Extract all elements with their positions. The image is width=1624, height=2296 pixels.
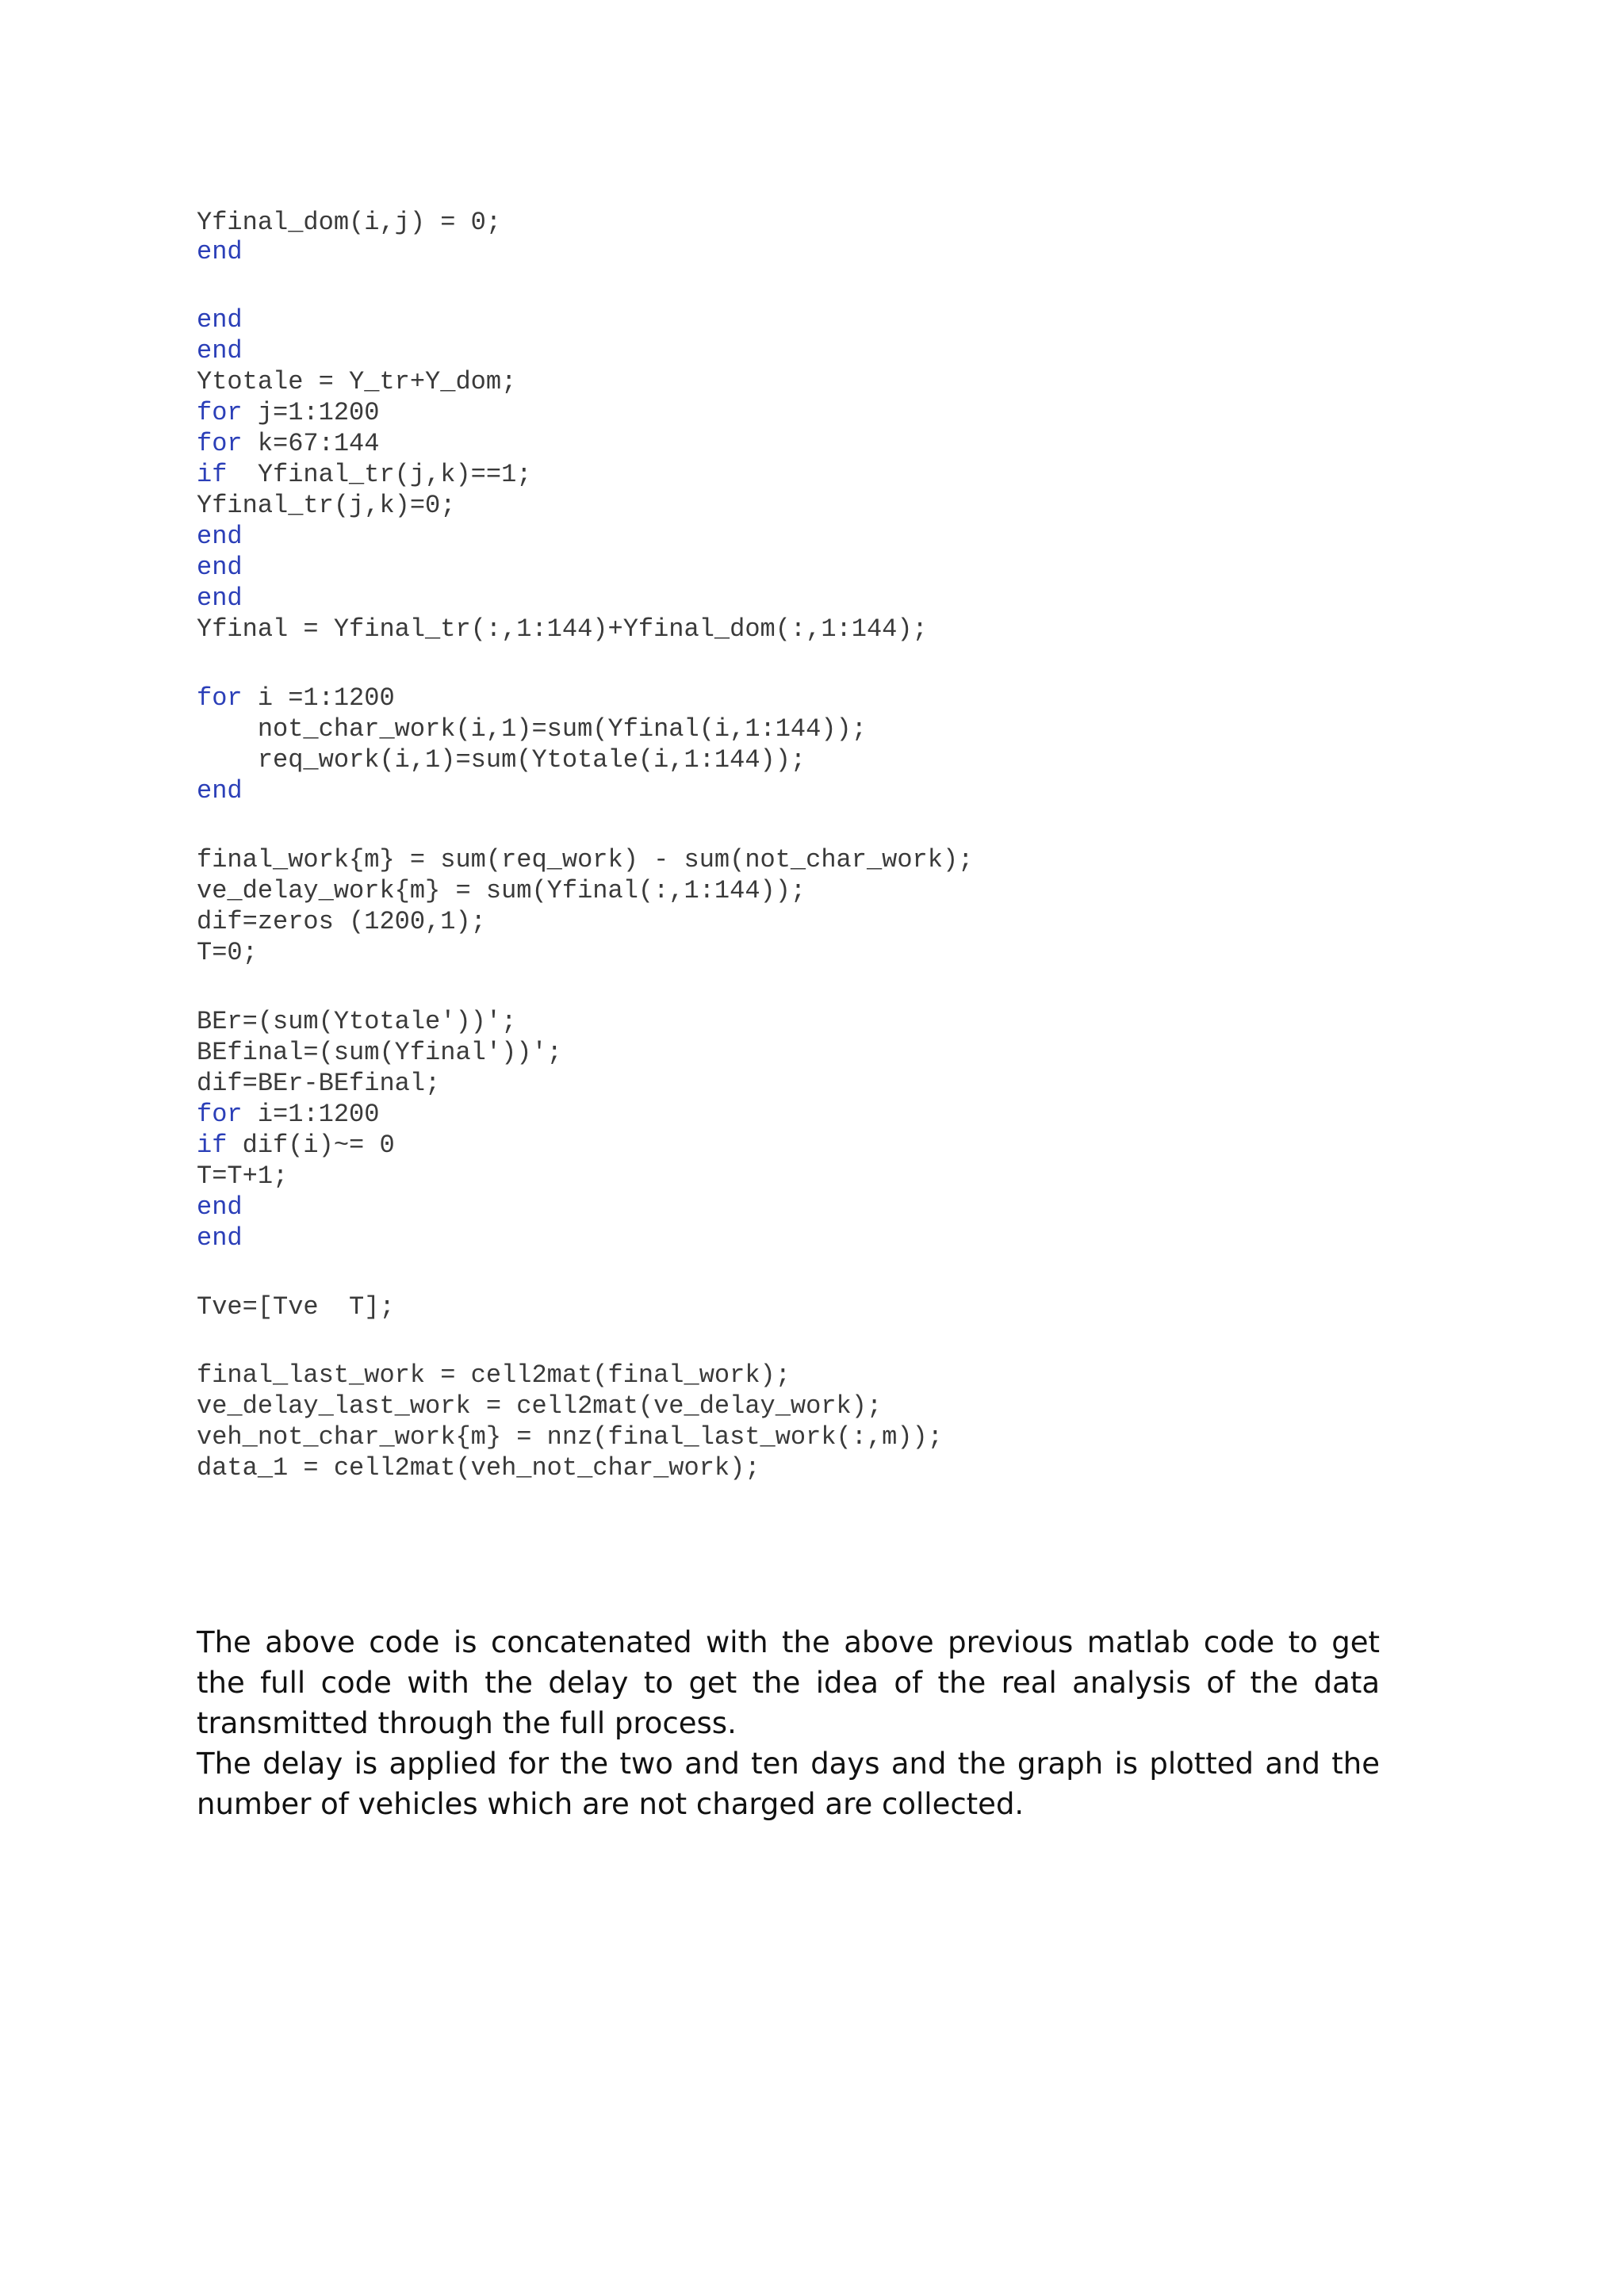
code-line — [197, 429, 379, 459]
code-text: Tve=[Tve T]; — [197, 1292, 395, 1322]
code-line — [197, 745, 806, 775]
code-text: Yfinal = Yfinal_tr(:,1:144)+Yfinal_dom(:,1:144); — [197, 614, 928, 644]
code-line — [197, 367, 516, 397]
code-line — [197, 336, 243, 366]
code-line — [197, 1192, 243, 1223]
code-line — [197, 1422, 943, 1452]
code-line — [197, 1453, 760, 1483]
code-text: T=0; — [197, 938, 258, 967]
code-line — [197, 614, 928, 645]
code-text: ve_delay_last_work = cell2mat(ve_delay_work); — [197, 1391, 883, 1421]
code-line — [197, 491, 455, 521]
code-text: Yfinal_tr(j,k)=0; — [197, 491, 456, 520]
code-line — [197, 584, 243, 614]
code-text: Ytotale = Y_tr+Y_dom; — [197, 367, 517, 396]
code-line — [197, 683, 395, 714]
code-text: dif=BEr-BEfinal; — [197, 1069, 441, 1098]
paragraph-2: The delay is applied for the two and ten days and the graph is plotted and the number of vehicles which are not charged are collected. — [197, 1747, 1380, 1821]
code-text: k=67:144 — [242, 429, 380, 458]
code-text: j=1:1200 — [242, 398, 380, 427]
code-keyword: if — [197, 460, 228, 489]
code-keyword: end — [197, 522, 243, 551]
code-text: not_char_work(i,1)=sum(Yfinal(i,1:144)); — [197, 714, 867, 744]
code-text: i =1:1200 — [242, 683, 395, 713]
code-line — [197, 305, 243, 335]
code-line — [197, 208, 501, 238]
code-line — [197, 714, 867, 744]
code-line — [197, 1038, 562, 1068]
code-text: Yfinal_tr(j,k)==1; — [227, 460, 532, 489]
paragraph-1: The above code is concatenated with the above previous matlab code to get the full code with the delay to get the idea of the real analysis of the data transmitted through the full process. — [197, 1625, 1380, 1740]
code-line — [197, 938, 258, 968]
code-keyword: end — [197, 776, 243, 806]
code-line — [197, 460, 531, 490]
code-text: data_1 = cell2mat(veh_not_char_work); — [197, 1453, 760, 1483]
code-keyword: for — [197, 683, 243, 713]
code-keyword: end — [197, 305, 243, 335]
code-line — [197, 522, 243, 552]
code-line — [197, 1069, 440, 1099]
code-line — [197, 1223, 243, 1253]
code-line — [197, 845, 973, 875]
code-line — [197, 907, 486, 937]
code-text: Yfinal_dom(i,j) = 0; — [197, 208, 502, 237]
code-line — [197, 1360, 791, 1391]
code-text: veh_not_char_work{m} = nnz(final_last_work(:,m)); — [197, 1422, 943, 1452]
code-text: BEfinal=(sum(Yfinal'))'; — [197, 1038, 562, 1067]
code-text: req_work(i,1)=sum(Ytotale(i,1:144)); — [197, 745, 806, 775]
code-keyword: end — [197, 584, 243, 613]
code-keyword: end — [197, 1192, 243, 1222]
code-keyword: end — [197, 237, 243, 266]
code-line — [197, 776, 243, 806]
code-line — [197, 237, 243, 267]
code-line — [197, 553, 243, 583]
code-keyword: end — [197, 1223, 243, 1253]
code-text: i=1:1200 — [242, 1100, 380, 1129]
code-text: BEr=(sum(Ytotale'))'; — [197, 1007, 517, 1036]
code-line — [197, 1100, 379, 1130]
code-keyword: end — [197, 553, 243, 582]
code-line — [197, 876, 806, 906]
code-text: dif=zeros (1200,1); — [197, 907, 486, 936]
code-keyword: end — [197, 336, 243, 365]
explanation-text — [197, 1622, 1380, 1824]
code-text: final_last_work = cell2mat(final_work); — [197, 1360, 791, 1390]
code-text: T=T+1; — [197, 1161, 289, 1191]
code-text: dif(i)~= 0 — [227, 1131, 395, 1160]
code-keyword: if — [197, 1131, 228, 1160]
code-line — [197, 1391, 882, 1422]
code-line — [197, 1131, 395, 1161]
code-text: final_work{m} = sum(req_work) - sum(not_char_work); — [197, 845, 974, 874]
code-keyword: for — [197, 398, 243, 427]
code-line — [197, 1292, 395, 1322]
code-keyword: for — [197, 1100, 243, 1129]
code-line — [197, 1007, 516, 1037]
code-line — [197, 1161, 288, 1192]
code-text: ve_delay_work{m} = sum(Yfinal(:,1:144)); — [197, 876, 806, 905]
code-line — [197, 398, 379, 428]
code-keyword: for — [197, 429, 243, 458]
